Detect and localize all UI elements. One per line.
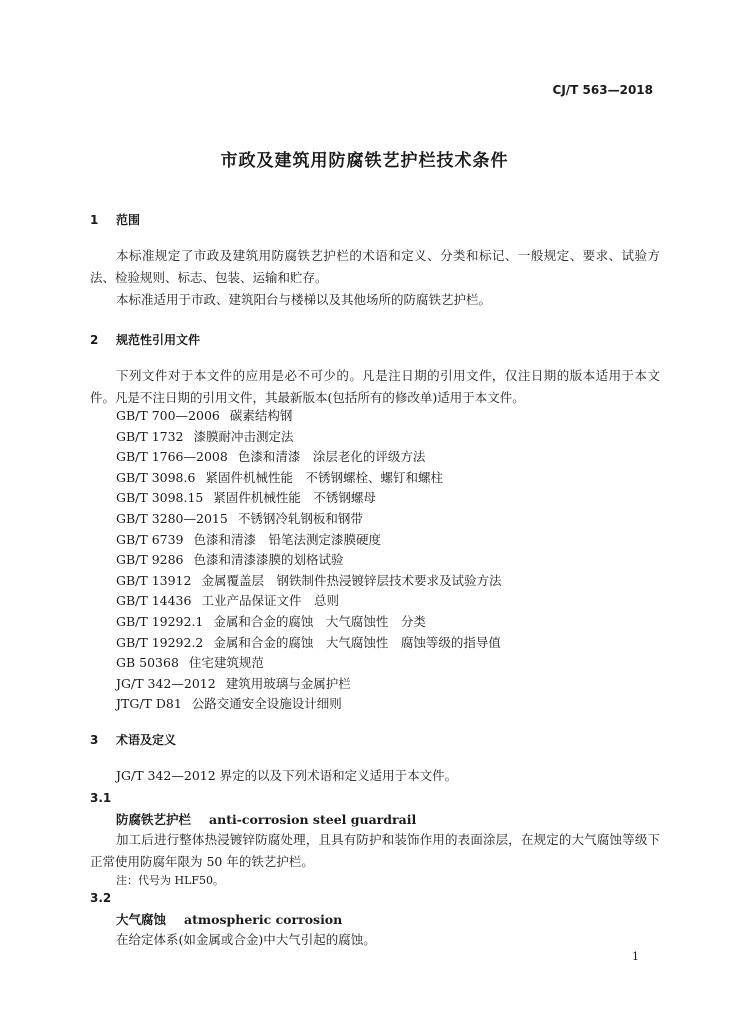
reference-number: GB/T 1732 — [116, 428, 184, 444]
reference-title: 金属覆盖层 钢铁制件热浸镀锌层技术要求及试验方法 — [201, 572, 502, 588]
reference-title: 碳素结构钢 — [229, 408, 293, 423]
term-3-1-note: 注：代号为 HLF50。 — [116, 874, 225, 887]
section-number: 3 — [90, 733, 99, 747]
term-en: anti-corrosion steel guardrail — [209, 812, 417, 827]
page-number: 1 — [632, 950, 639, 963]
reference-item — [116, 406, 292, 424]
section-3-paragraph: JG/T 342—2012 界定的以及下列术语和定义适用于本文件。 — [116, 768, 458, 783]
reference-number: JG/T 342—2012 — [116, 675, 216, 691]
reference-item — [116, 674, 351, 692]
section-title: 范围 — [116, 213, 141, 227]
reference-title: 工业产品保证文件 总则 — [201, 593, 339, 609]
term-3-1-definition: 加工后进行整体热浸镀锌防腐处理，且具有防护和装饰作用的表面涂层，在规定的大气腐蚀等级下正常使用防腐年限为 50 年的铁艺护栏。 — [90, 832, 660, 869]
reference-item — [116, 550, 344, 568]
reference-title: 漆膜耐冲击测定法 — [193, 428, 294, 444]
reference-title: 紧固件机械性能 不锈钢螺栓、螺钉和螺柱 — [205, 469, 443, 485]
standard-code: CJ/T 563—2018 — [552, 83, 653, 97]
section-1-heading — [90, 211, 140, 228]
reference-item — [116, 694, 342, 712]
reference-title: 色漆和清漆漆膜的划格试验 — [193, 552, 344, 568]
reference-item — [116, 530, 381, 548]
reference-number: GB/T 14436 — [116, 593, 192, 609]
reference-number: GB/T 6739 — [116, 531, 184, 547]
reference-title: 不锈钢冷轧钢板和钢带 — [237, 511, 363, 526]
section-2-paragraph: 下列文件对于本文件的应用是必不可少的。凡是注日期的引用文件，仅注日期的版本适用于本文件。凡是不注日期的引用文件，其最新版本(包括所有的修改单)适用于本文件。 — [90, 368, 660, 405]
reference-title: 住宅建筑规范 — [188, 655, 264, 671]
document-title: 市政及建筑用防腐铁艺护栏技术条件 — [220, 151, 509, 171]
section-title: 规范性引用文件 — [116, 333, 201, 347]
section-1-paragraph-2: 本标准适用于市政、建筑阳台与楼梯以及其他场所的防腐铁艺护栏。 — [116, 292, 492, 307]
reference-number: GB/T 3280—2015 — [116, 511, 228, 526]
reference-title: 公路交通安全设施设计细则 — [191, 696, 342, 712]
reference-item — [116, 633, 501, 651]
reference-number: GB/T 13912 — [116, 572, 192, 588]
reference-item — [116, 427, 294, 445]
reference-item — [116, 591, 339, 609]
reference-number: GB/T 19292.1 — [116, 614, 204, 629]
reference-item — [116, 509, 363, 527]
reference-item — [116, 653, 264, 671]
reference-item — [116, 447, 425, 465]
reference-title: 色漆和清漆 涂层老化的评级方法 — [237, 449, 426, 465]
term-3-2-number: 3.2 — [90, 891, 112, 905]
reference-number: GB/T 1766—2008 — [116, 449, 228, 465]
term-zh: 防腐铁艺护栏 — [116, 812, 192, 827]
reference-title: 紧固件机械性能 不锈钢螺母 — [213, 490, 376, 506]
reference-title: 色漆和清漆 铅笔法测定漆膜硬度 — [193, 531, 382, 547]
reference-item — [116, 612, 426, 630]
reference-number: GB 50368 — [116, 655, 179, 671]
section-1-paragraph-1: 本标准规定了市政及建筑用防腐铁艺护栏的术语和定义、分类和标记、一般规定、要求、试验方法、检验规则、标志、包装、运输和贮存。 — [90, 248, 660, 285]
section-number: 1 — [90, 213, 99, 227]
term-zh: 大气腐蚀 — [116, 912, 167, 927]
reference-title: 建筑用玻璃与金属护栏 — [225, 675, 351, 691]
reference-title: 金属和合金的腐蚀 大气腐蚀性 分类 — [213, 614, 426, 629]
term-3-1-number: 3.1 — [90, 791, 112, 805]
term-3-1-title — [116, 810, 416, 828]
section-title: 术语及定义 — [116, 733, 177, 747]
reference-number: GB/T 700—2006 — [116, 408, 220, 423]
term-3-2-title — [116, 910, 342, 928]
term-3-2-definition: 在给定体系(如金属或合金)中大气引起的腐蚀。 — [116, 932, 376, 947]
section-number: 2 — [90, 333, 99, 347]
section-2-heading — [90, 331, 200, 348]
reference-title: 金属和合金的腐蚀 大气腐蚀性 腐蚀等级的指导值 — [213, 634, 501, 650]
reference-item — [116, 488, 376, 506]
reference-number: JTG/T D81 — [116, 696, 182, 712]
reference-item — [116, 468, 443, 486]
reference-number: GB/T 19292.2 — [116, 634, 204, 650]
reference-number: GB/T 3098.15 — [116, 490, 204, 506]
reference-item — [116, 571, 501, 589]
term-en: atmospheric corrosion — [184, 912, 343, 927]
section-3-heading — [90, 731, 176, 748]
reference-number: GB/T 3098.6 — [116, 469, 196, 485]
reference-number: GB/T 9286 — [116, 552, 184, 568]
